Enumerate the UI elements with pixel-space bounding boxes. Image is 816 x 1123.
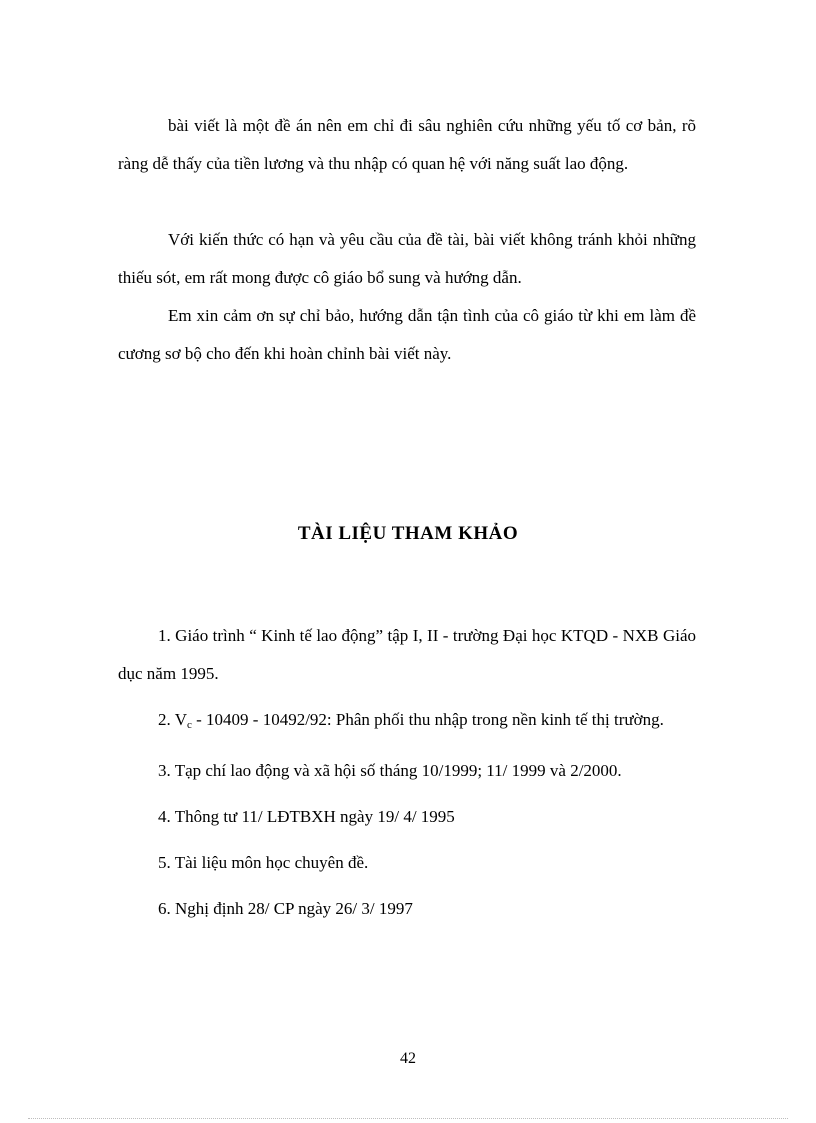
- reference-item-5: 5. Tài liệu môn học chuyên đề.: [158, 853, 369, 872]
- reference-item-6: 6. Nghị định 28/ CP ngày 26/ 3/ 1997: [158, 899, 413, 918]
- reference-subscript: c: [186, 719, 192, 731]
- reference-item-3: 3. Tạp chí lao động và xã hội số tháng 10/1999; 11/ 1999 và 2/2000.: [158, 761, 622, 780]
- references-list: [118, 617, 696, 928]
- reference-rest: - 10409 - 10492/92: Phân phối thu nhập trong nền kinh tế thị trường.: [191, 710, 664, 729]
- reference-item-4: 4. Thông tư 11/ LĐTBXH ngày 19/ 4/ 1995: [158, 807, 455, 826]
- body-paragraph-2: [118, 221, 696, 297]
- page-bottom-divider: [28, 1118, 788, 1119]
- reference-prefix: 2. V: [158, 710, 187, 729]
- page-number: 42: [400, 1050, 416, 1067]
- paragraph-text: Em xin cảm ơn sự chỉ bảo, hướng dẫn tận tình của cô giáo từ khi em làm đề cương sơ bộ cho đến khi hoàn chỉnh bài viết này.: [118, 306, 696, 363]
- paragraph-text: Với kiến thức có hạn và yêu cầu của đề tài, bài viết không tránh khỏi những thiếu sót, em rất mong được cô giáo bổ sung và hướng dẫn.: [118, 230, 696, 287]
- body-paragraph-1: [118, 107, 696, 183]
- reference-item-1: 1. Giáo trình “ Kinh tế lao động” tập I, II - trường Đại học KTQD - NXB Giáo dục năm 1995.: [118, 626, 696, 683]
- references-heading: TÀI LIỆU THAM KHẢO: [297, 523, 519, 544]
- paragraph-text: bài viết là một đề án nên em chỉ đi sâu nghiên cứu những yếu tố cơ bản, rõ ràng dễ thấy của tiền lương và thu nhập có quan hệ với năng suất lao động.: [118, 116, 696, 173]
- body-paragraph-3: [118, 297, 696, 373]
- reference-item-2: [118, 701, 696, 744]
